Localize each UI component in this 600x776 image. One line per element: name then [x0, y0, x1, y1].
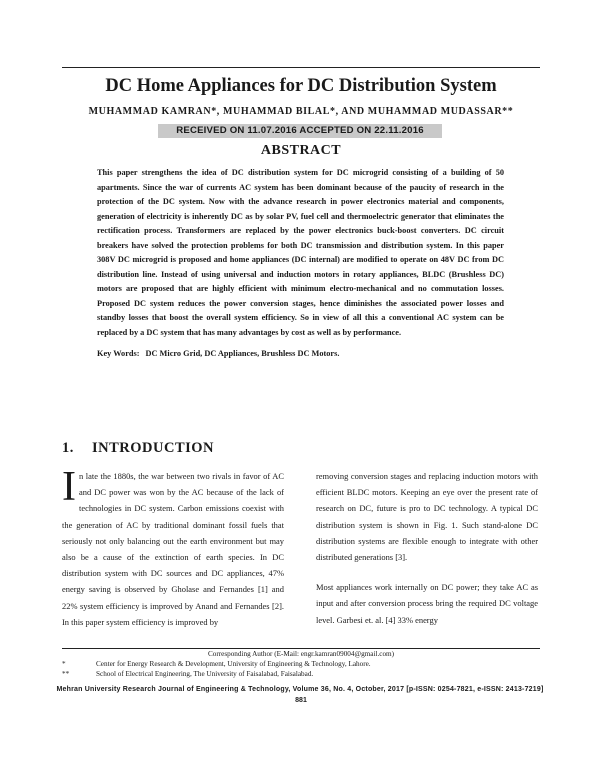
- intro-paragraph-3: Most appliances work internally on DC power; they take AC as input and after conversion process bring the required DC voltage level. Garbesi et. al. [4] 33% energy: [316, 582, 538, 625]
- footnote-1-text: Center for Energy Research & Development, University of Engineering & Technology, Lahore.: [96, 660, 371, 668]
- footnote-2-text: School of Electrical Engineering, The University of Faisalabad, Faisalabad.: [96, 670, 314, 678]
- corresponding-author: Corresponding Author (E-Mail: engr.kamran09004@gmail.com): [207, 650, 395, 658]
- paper-title: DC Home Appliances for DC Distribution System: [105, 76, 497, 96]
- left-column: [62, 464, 284, 630]
- right-column: [316, 468, 538, 628]
- intro-paragraph-1-text: n late the 1880s, the war between two rivals in favor of AC and DC power was won by the AC because of the lack of technologies in DC system. Carbon emissions coexist with the generation of AC by traditional dominant fossil fuels that seriously not only balancing out the earth environment but may also be a cause of the extinction of earth species. In DC distribution system with DC sources and DC appliances, 47% energy saving is observed by Gholase and Fernandes [1] and 22% system efficiency is improved by Anand and Fernandes [2]. In this paper system efficiency is improved by: [62, 471, 284, 627]
- author-list: MUHAMMAD KAMRAN*, MUHAMMAD BILAL*, AND MUHAMMAD MUDASSAR**: [88, 106, 514, 117]
- footnote-1: [62, 660, 540, 668]
- intro-paragraph-1: [62, 464, 284, 630]
- abstract-heading: ABSTRACT: [260, 143, 342, 158]
- footnote-1-mark: *: [62, 660, 66, 668]
- footnote-2: [62, 670, 540, 678]
- keywords: [97, 349, 504, 358]
- footnote-rule: [62, 648, 540, 649]
- intro-paragraph-2: removing conversion stages and replacing induction motors with efficient BLDC motors. Keeping an eye over the present rate of research on DC, future is pro to DC technology. A typical DC distribution system is shown in Fig. 1. Such stand-alone DC distribution systems are flexible enough to integrate with other distributed generations [3].: [316, 471, 538, 563]
- footnote-2-mark: **: [62, 670, 70, 678]
- received-banner: RECEIVED ON 11.07.2016 ACCEPTED ON 22.11.2016: [158, 124, 442, 138]
- section-title: INTRODUCTION: [92, 440, 215, 456]
- top-rule: [62, 67, 540, 68]
- drop-cap: I: [62, 464, 76, 510]
- keywords-label: Key Words:: [97, 349, 140, 358]
- section-number: 1.: [62, 440, 74, 456]
- section-heading: [62, 440, 214, 457]
- abstract-text: This paper strengthens the idea of DC distribution system for DC microgrid consisting of a building of 50 apartments. Since the war of currents AC system has been dominant because of the paucity of research in the protection of the DC system. Now with the advance research in power electronics material and components, generation of electricity is inherently DC as by solar PV, fuel cell and thermoelectric generator that eliminates the rectification process. Transformers are replaced by the power electronics buck-boost converters. DC circuit breakers have solved the protection problems for both DC transmission and distribution system. In this paper 308V DC microgrid is proposed and home appliances (DC internal) are modified to operate on 48V DC from DC distribution line. Instead of using universal and induction motors in rotary appliances, BLDC (Brushless DC) motors are proposed that are highly efficient with minimum electro-mechanical and no commutation losses. Proposed DC system reduces the power conversion stages, hence diminishes the associated power losses and standby losses that boost the overall system efficiency. So in view of all this a conventional AC system can be replaced by a DC system that has many advantages by cost as well as by performance.: [97, 168, 504, 337]
- page-number: 881: [295, 697, 307, 704]
- keywords-text: DC Micro Grid, DC Appliances, Brushless DC Motors.: [145, 349, 340, 358]
- journal-citation: Mehran University Research Journal of Engineering & Technology, Volume 36, No. 4, October, 2017 [p-ISSN: 0254-7821, e-ISSN: 2413-7219]: [56, 686, 544, 693]
